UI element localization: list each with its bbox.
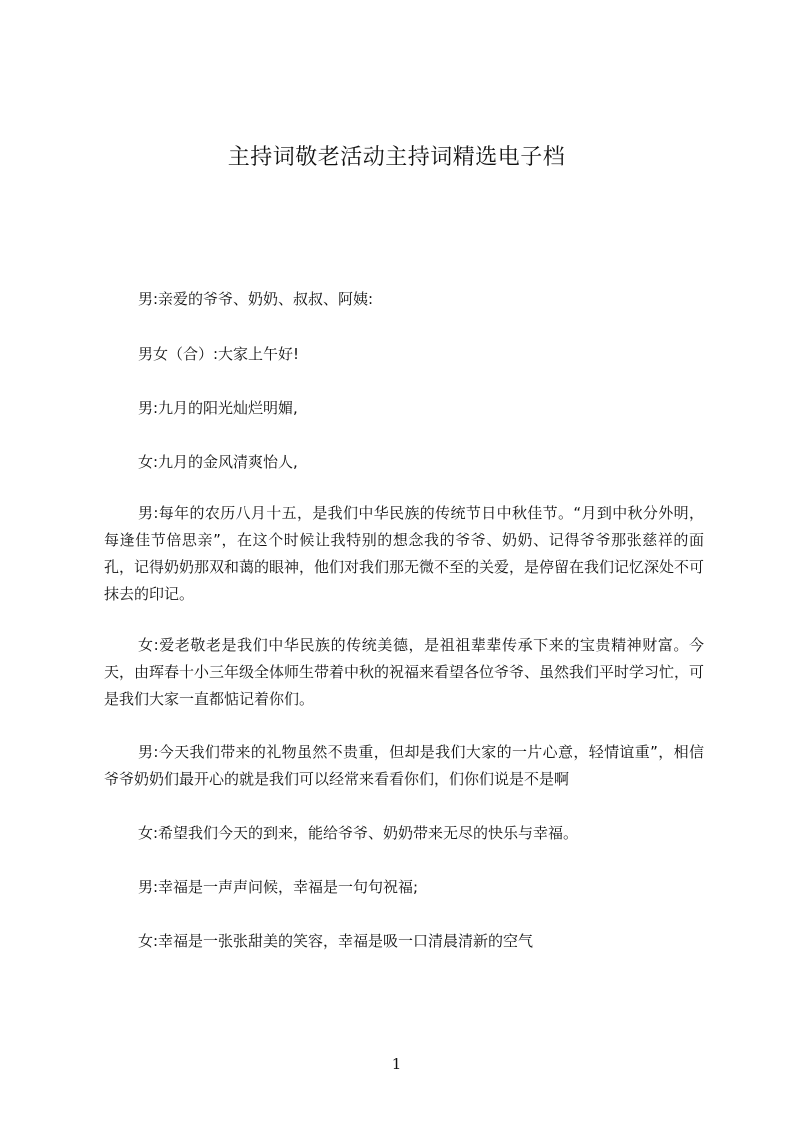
paragraph-4: 女:九月的金风清爽怡人,: [138, 453, 298, 471]
paragraph-8: 女:希望我们今天的到来，能给爷爷、奶奶带来无尽的快乐与幸福。: [138, 824, 579, 842]
paragraph-6: 女:爱老敬老是我们中华民族的传统美德，是祖祖辈辈传承下来的宝贵精神财富。今天，由珲春十小三年级全体师生带着中秋的祝福来看望各位爷爷、虽然我们平时学习忙，可是我们大家一直都惦记着你们。: [104, 636, 705, 708]
paragraph-1: 男:亲爱的爷爷、奶奶、叔叔、阿姨:: [138, 290, 374, 308]
paragraph-10: 女:幸福是一张张甜美的笑容，幸福是吸一口清晨清新的空气: [138, 932, 534, 950]
page-number: 1: [391, 1055, 402, 1073]
paragraph-5: 男:每年的农历八月十五，是我们中华民族的传统节日中秋佳节。“月到中秋分外明，每逢佳节倍思亲”，在这个时候让我特别的想念我的爷爷、奶奶、记得爷爷那张慈祥的面孔，记得奶奶那双和蔼的眼神，他们对我们那无微不至的关爱，是停留在我们记忆深处不可抹去的印记。: [104, 504, 705, 603]
paragraph-2: 男女（合）:大家上午好!: [138, 345, 300, 363]
document-title: 主持词敬老活动主持词精选电子档: [227, 145, 566, 170]
paragraph-3: 男:九月的阳光灿烂明媚,: [138, 399, 298, 417]
paragraph-7: 男:今天我们带来的礼物虽然不贵重，但却是我们大家的一片心意，轻情谊重”，相信爷爷奶奶们最开心的就是我们可以经常来看看你们，们你们说是不是啊: [104, 743, 704, 788]
paragraph-9: 男:幸福是一声声问候，幸福是一句句祝福;: [138, 878, 419, 896]
